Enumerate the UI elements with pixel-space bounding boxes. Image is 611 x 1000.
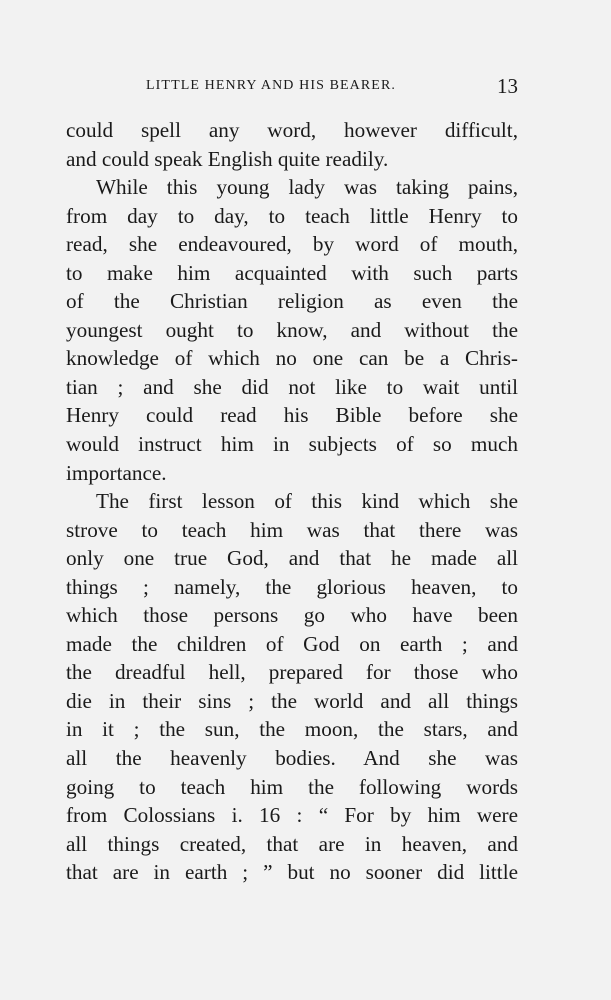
text-line: read, she endeavoured, by word of mouth, [66,232,518,257]
text-line: from day to day, to teach little Henry to [66,203,518,228]
text-line: to make him acquainted with such parts [66,260,518,285]
running-head [66,74,518,104]
text-line: things ; namely, the glorious heaven, to [66,574,518,599]
text-line: die in their sins ; the world and all things [66,688,518,713]
running-head-title: LITTLE HENRY AND HIS BEARER. [146,78,396,93]
text-line: that are in earth ; ” but no sooner did little [66,860,518,885]
text-line: tian ; and she did not like to wait until [66,374,518,399]
text-line: strove to teach him was that there was [66,517,518,542]
text-line: youngest ought to know, and without the [66,317,518,342]
text-line: could spell any word, however difficult, [66,118,518,142]
text-line: the dreadful hell, prepared for those who [66,660,518,685]
text-line: Henry could read his Bible before she [66,403,518,428]
page-number: 13 [497,74,518,98]
text-line: which those persons go who have been [66,603,518,628]
text-line: going to teach him the following words [66,774,518,799]
text-line: While this young lady was taking pains, [96,175,518,200]
body-text [66,116,518,887]
text-line: knowledge of which no one can be a Chris- [66,346,518,371]
text-line: in it ; the sun, the moon, the stars, and [66,717,518,742]
text-line: The first lesson of this kind which she [96,489,518,514]
text-line: from Colossians i. 16 : “ For by him were [66,803,518,828]
text-line: of the Christian religion as even the [66,289,518,314]
text-line: would instruct him in subjects of so much [66,432,518,457]
text-line: importance. [66,460,167,485]
text-line: all the heavenly bodies. And she was [66,746,518,771]
text-line: only one true God, and that he made all [66,546,518,571]
text-line: all things created, that are in heaven, and [66,831,518,856]
text-line: made the children of God on earth ; and [66,631,518,656]
text-line: and could speak English quite readily. [66,146,389,171]
